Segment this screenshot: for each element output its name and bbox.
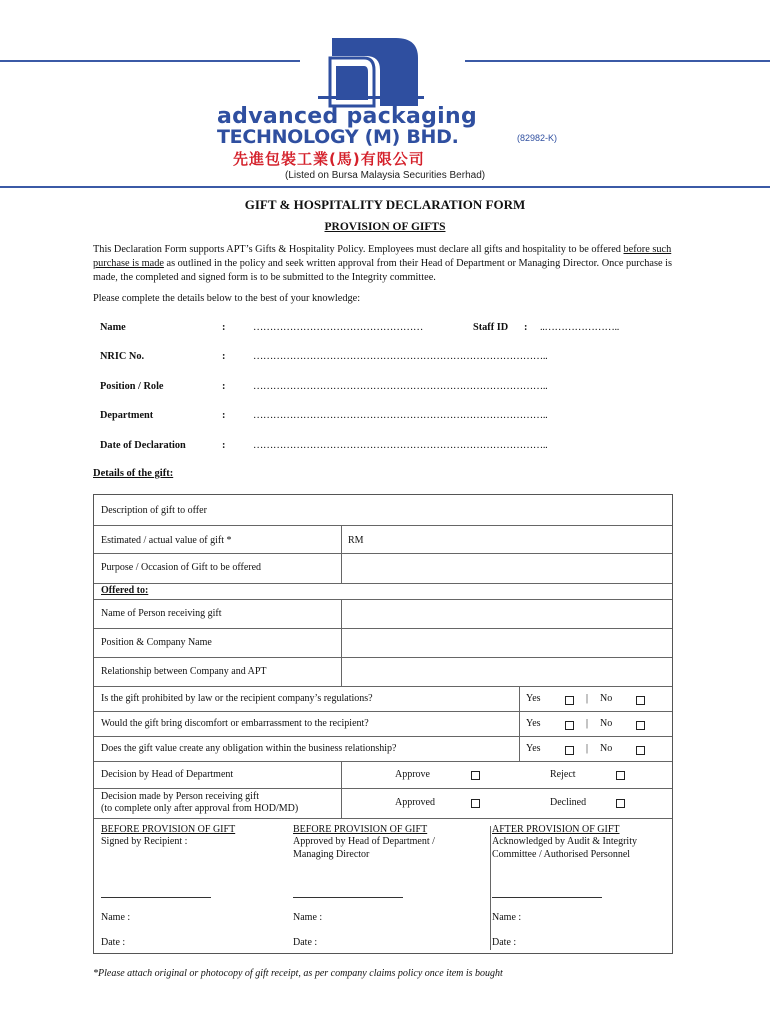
date-colon: : [222, 440, 226, 451]
discomfort-no-checkbox[interactable] [636, 721, 645, 730]
company-name-line1: advanced packaging [217, 104, 478, 129]
question-obligation: Does the gift value create any obligation within the business relationship? [101, 743, 397, 754]
date-label: Date of Declaration [100, 440, 186, 451]
form-subtitle: PROVISION OF GIFTS [324, 221, 446, 233]
department-field[interactable]: …………………………………………………………………………….. [253, 410, 548, 421]
no-label: No [600, 693, 613, 704]
position-field[interactable]: …………………………………………………………………………….. [253, 381, 548, 392]
sig-col3-head: AFTER PROVISION OF GIFT [492, 824, 620, 835]
name-colon: : [222, 322, 226, 333]
details-heading: Details of the gift: [93, 468, 174, 479]
sig-col1-date: Date : [101, 937, 126, 948]
obligation-no-checkbox[interactable] [636, 746, 645, 755]
approved-label: Approved [395, 797, 435, 808]
recipient-position-label: Position & Company Name [101, 637, 212, 648]
staff-id-colon: : [524, 322, 528, 333]
offered-to-label: Offered to: [101, 585, 149, 596]
sig-col2-head: BEFORE PROVISION OF GIFT [293, 824, 428, 835]
company-name-line2: TECHNOLOGY (M) BHD. [217, 126, 459, 148]
relationship-label: Relationship between Company and APT [101, 666, 267, 677]
staff-id-field[interactable]: ..………………….. [540, 322, 620, 333]
sig-col3-date: Date : [492, 937, 517, 948]
company-chinese-name: 先進包裝工業(馬)有限公司 [233, 150, 425, 168]
hod-signature-line[interactable] [293, 897, 403, 898]
decision-recipient-note: (to complete only after approval from HOD/MD) [101, 803, 299, 814]
discomfort-yes-checkbox[interactable] [565, 721, 574, 730]
yes-label: Yes [526, 693, 541, 704]
recipient-name-label: Name of Person receiving gift [101, 608, 222, 619]
name-field[interactable]: …………………………………………… [253, 322, 423, 333]
nric-colon: : [222, 351, 226, 362]
separator: | [586, 718, 589, 729]
purpose-label: Purpose / Occasion of Gift to be offered [101, 562, 262, 573]
header-rule-left [0, 60, 300, 62]
intro-underlined: before such purchase is made [93, 244, 672, 269]
header-rule-right [465, 60, 770, 62]
position-label: Position / Role [100, 381, 164, 392]
nric-label: NRIC No. [100, 351, 145, 362]
date-field[interactable]: …………………………………………………………………………….. [253, 440, 548, 451]
reject-label: Reject [550, 769, 576, 780]
decision-recipient-label: Decision made by Person receiving gift [101, 791, 260, 802]
reject-checkbox[interactable] [616, 771, 625, 780]
value-label: Estimated / actual value of gift * [101, 535, 232, 546]
sig-col2-name: Name : [293, 912, 323, 923]
declined-checkbox[interactable] [616, 799, 625, 808]
name-label: Name [100, 322, 126, 333]
approved-checkbox[interactable] [471, 799, 480, 808]
sig-col3-name: Name : [492, 912, 522, 923]
company-listing: (Listed on Bursa Malaysia Securities Berhad) [285, 170, 486, 181]
approve-label: Approve [395, 769, 430, 780]
question-prohibited: Is the gift prohibited by law or the recipient company’s regulations? [101, 693, 373, 704]
sig-col2-date: Date : [293, 937, 318, 948]
header-rule-bottom [0, 186, 770, 188]
form-title: GIFT & HOSPITALITY DECLARATION FORM [244, 197, 526, 212]
sig-col1-name: Name : [101, 912, 131, 923]
approve-checkbox[interactable] [471, 771, 480, 780]
yes-label: Yes [526, 718, 541, 729]
footnote: *Please attach original or photocopy of gift receipt, as per company claims policy once item is bought [93, 968, 503, 979]
prohibited-no-checkbox[interactable] [636, 696, 645, 705]
question-discomfort: Would the gift bring discomfort or embarrassment to the recipient? [101, 718, 369, 729]
department-label: Department [100, 410, 154, 421]
sig-col1-head: BEFORE PROVISION OF GIFT [101, 824, 236, 835]
obligation-yes-checkbox[interactable] [565, 746, 574, 755]
no-label: No [600, 718, 613, 729]
sig-col2-sub2: Managing Director [293, 849, 370, 860]
position-colon: : [222, 381, 226, 392]
company-logo-icon [318, 36, 424, 108]
sig-col1-sub: Signed by Recipient : [101, 836, 188, 847]
company-registration: (82982-K) [517, 133, 558, 143]
description-label: Description of gift to offer [101, 505, 207, 516]
gift-details-table [93, 494, 673, 954]
yes-label: Yes [526, 743, 541, 754]
separator: | [586, 693, 589, 704]
sig-col2-sub1: Approved by Head of Department / [293, 836, 435, 847]
sig-col3-sub2: Committee / Authorised Personnel [492, 849, 631, 860]
intro-paragraph: This Declaration Form supports APT’s Gifts & Hospitality Policy. Employees must declare all gifts and hospitality to be offered before such purchase is made as outlined in the policy and seek written approval from their Head of Department or Managing Director. Once purchase is made, the completed and signed form is to be submitted to the Integrity committee. [93, 244, 673, 283]
audit-signature-line[interactable] [492, 897, 602, 898]
instruction-text: Please complete the details below to the best of your knowledge: [93, 293, 361, 304]
department-colon: : [222, 410, 226, 421]
declined-label: Declined [550, 797, 587, 808]
sig-col3-sub1: Acknowledged by Audit & Integrity [492, 836, 637, 847]
staff-id-label: Staff ID [473, 322, 509, 333]
nric-field[interactable]: …………………………………………………………………………….. [253, 351, 548, 362]
decision-hod-label: Decision by Head of Department [101, 769, 234, 780]
value-input[interactable]: RM [348, 535, 364, 546]
recipient-signature-line[interactable] [101, 897, 211, 898]
no-label: No [600, 743, 613, 754]
separator: | [586, 743, 589, 754]
prohibited-yes-checkbox[interactable] [565, 696, 574, 705]
